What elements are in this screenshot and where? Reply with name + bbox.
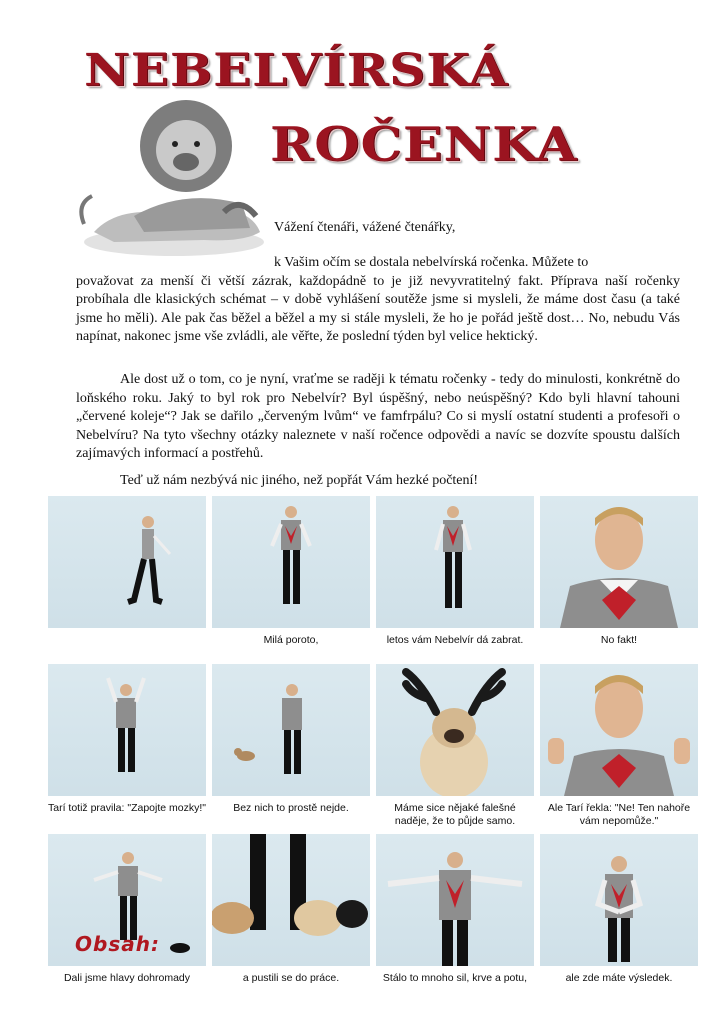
- caption: Dali jsme hlavy dohromady: [63, 972, 191, 984]
- paragraph-1: [76, 254, 680, 347]
- paragraph-1-rest: považovat za menší či větší zázrak, každopádně to je již nevyvratitelný fakt. Příprava naší ročenky probíhala dle klasických schémat – v době vyhlášení soutěže jsme si mysleli, že máme dost času (a také jsme ho měli). Ale pak čas běžel a běžel a my si stále mysleli, že ho je pořád ještě dost… No, nebudu Vás napínat, nakonec jsme vše zvládli, ale věřte, že poslední týden byl velice hektický.: [76, 273, 680, 344]
- caption: Máme sice nějaké falešné naděje, že to půjde samo.: [394, 802, 516, 827]
- photo-panel-3: [376, 496, 534, 647]
- caption: a pustili se do práce.: [242, 972, 340, 984]
- photo-man-standing: [376, 496, 534, 628]
- photo-man-walking: [48, 496, 206, 628]
- photo-man-closeup: [540, 496, 698, 628]
- photo-panel-6: [212, 664, 370, 815]
- photo-panel-4: [540, 496, 698, 647]
- photo-man-with-dog: [212, 664, 370, 796]
- photo-panel-2: [212, 496, 370, 647]
- photo-panel-7: [376, 664, 534, 828]
- lion-illustration: [74, 92, 270, 262]
- greeting: Vážení čtenáři, vážené čtenářky,: [274, 220, 456, 235]
- caption: Bez nich to prostě nejde.: [233, 802, 349, 814]
- title-line-1: NEBELVÍRSKÁ: [84, 42, 509, 97]
- caption: No fakt!: [600, 634, 638, 646]
- contents-link[interactable]: Obsah:: [75, 932, 160, 956]
- paragraph-1-lead: k Vašim očím se dostala nebelvírská ročenka. Můžete to: [274, 255, 589, 270]
- photo-man-closeup-hands: [540, 664, 698, 796]
- photo-panel-5: [48, 664, 206, 815]
- photo-dog-antlers: [376, 664, 534, 796]
- caption: Stálo to mnoho sil, krve a potu,: [382, 972, 528, 984]
- photo-panel-10: [212, 834, 370, 985]
- paragraph-2: Ale dost už o tom, co je nyní, vraťme se raději k tématu ročenky - tedy do minulosti, konkrétně do loňského roku. Jaký to byl rok pro Nebelvír? Byl úspěšný, nebo neúspěšný? Kdo byli hlavní tahouni „červené koleje“? Jak se dařilo „červeným lvům“ ve famfrpálu? Co si myslí ostatní studenti a profesoři o Nebelvíru? Na tyto všechny otázky naleznete v naší ročence odpovědi a navíc se dozvíte spoustu dalších zajímavých informací a postřehů.: [76, 372, 680, 461]
- photo-man-arms-wide: [376, 834, 534, 966]
- photo-panel-9: [48, 834, 206, 985]
- photo-panel-11: [376, 834, 534, 985]
- caption: Milá poroto,: [263, 634, 319, 646]
- photo-panel-12: [540, 834, 698, 985]
- paragraph-3: Teď už nám nezbývá nic jiného, než popřát Vám hezké počtení!: [120, 473, 479, 488]
- photo-panel-8: [540, 664, 698, 828]
- photo-man-standing: [212, 496, 370, 628]
- caption: ale zde máte výsledek.: [565, 972, 673, 984]
- photo-dogs-legs: [212, 834, 370, 966]
- photo-man-hands-up: [48, 664, 206, 796]
- title-line-2: ROČENKA: [270, 117, 578, 172]
- photo-panel-1: [48, 496, 206, 634]
- caption: letos vám Nebelvír dá zabrat.: [386, 634, 524, 646]
- photo-man-pointing: [540, 834, 698, 966]
- caption: Ale Tarí řekla: "Ne! Ten nahoře vám nepomůže.": [547, 802, 691, 827]
- caption: Tarí totiž pravila: "Zapojte mozky!": [48, 802, 207, 814]
